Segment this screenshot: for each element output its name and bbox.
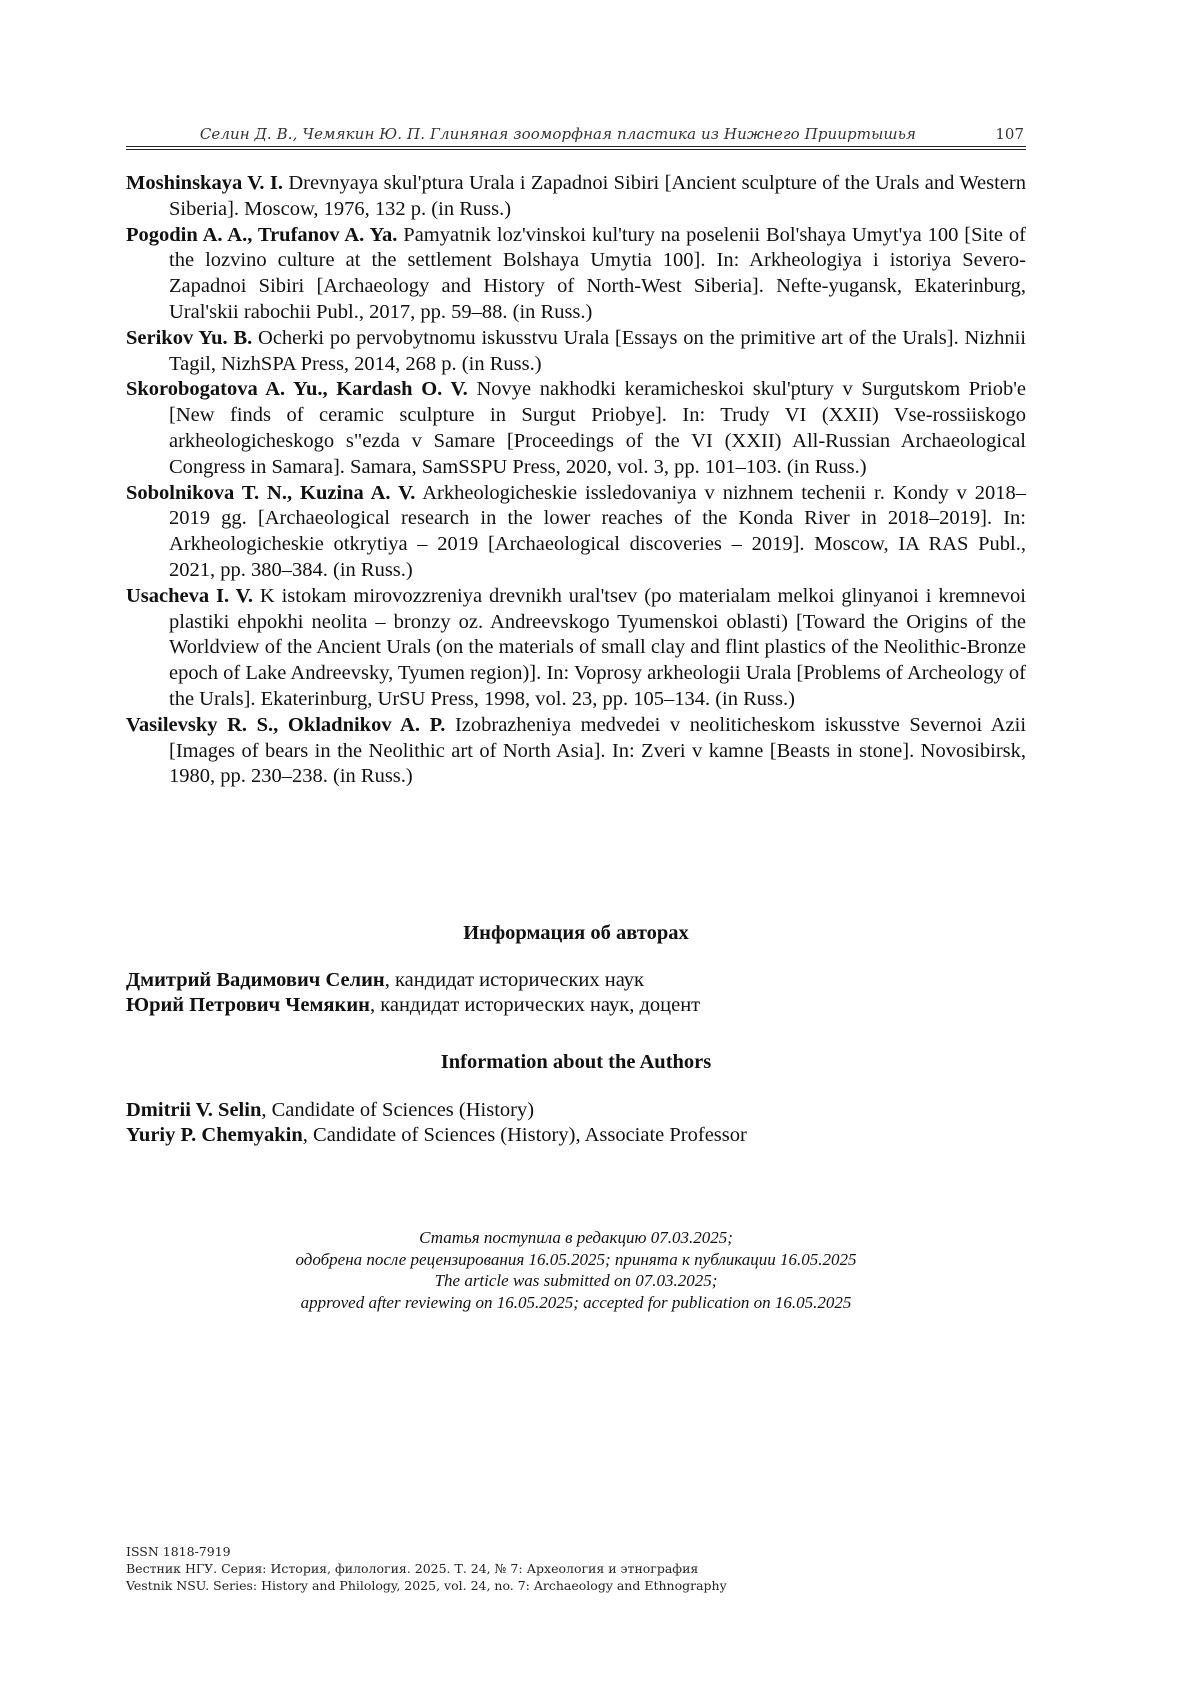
reference-item <box>126 223 1026 326</box>
date-line: The article was submitted on 07.03.2025; <box>126 1270 1026 1292</box>
author-name: Дмитрий Вадимович Селин <box>126 969 385 991</box>
author-entry <box>126 1098 1026 1123</box>
author-desc: , кандидат исторических наук <box>385 969 644 991</box>
reference-item <box>126 481 1026 584</box>
authors-list-ru <box>126 968 1026 1018</box>
journal-page <box>0 0 1200 1697</box>
author-name: Юрий Петрович Чемякин <box>126 994 370 1016</box>
reference-authors: Usacheva I. V. <box>126 585 253 607</box>
author-entry <box>126 993 1026 1018</box>
issn-line: ISSN 1818-7919 <box>126 1543 826 1560</box>
page-number: 107 <box>995 125 1024 143</box>
header-rule-bottom <box>126 149 1026 150</box>
date-line: approved after reviewing on 16.05.2025; accepted for publication on 16.05.2025 <box>126 1292 1026 1314</box>
reference-item <box>126 584 1026 713</box>
reference-authors: Serikov Yu. B. <box>126 327 252 349</box>
date-line: одобрена после рецензирования 16.05.2025; принята к публикации 16.05.2025 <box>126 1249 1026 1271</box>
reference-authors: Sobolnikova T. N., Kuzina A. V. <box>126 482 415 504</box>
author-desc: , кандидат исторических наук, доцент <box>370 994 700 1016</box>
reference-text: Novye nakhodki keramicheskoi skul'ptury v Surgutskom Priob'e [New finds of ceramic sculpture in Surgut Priobye]. In: Trudy VI (XXII) Vse-rossiiskogo arkheologicheskogo s"ezda v Samare [Proceedings of the VI (XXII) All-Russian Archaeological Congress in Samara]. Samara, SamSSPU Press, 2020, vol. 3, pp. 101–103. (in Russ.) <box>169 378 1026 477</box>
reference-authors: Skorobogatova A. Yu., Kardash O. V. <box>126 378 468 400</box>
header-rule-top <box>126 146 1026 147</box>
author-entry <box>126 968 1026 993</box>
date-line: Статья поступила в редакцию 07.03.2025; <box>126 1227 1026 1249</box>
running-title: Селин Д. В., Чемякин Ю. П. Глиняная зооморфная пластика из Нижнего Прииртышья <box>200 125 916 143</box>
reference-text: Izobrazheniya medvedei v neoliticheskom iskusstve Severnoi Azii [Images of bears in the Neolithic art of North Asia]. In: Zveri v kamne [Beasts in stone]. Novosibirsk, 1980, pp. 230–238. (in Russ.) <box>169 714 1026 788</box>
author-name: Yuriy P. Chemyakin <box>126 1124 303 1146</box>
author-desc: , Candidate of Sciences (History) <box>261 1099 534 1121</box>
authors-heading-en: Information about the Authors <box>126 1051 1026 1074</box>
reference-text: Ocherki po pervobytnomu iskusstvu Urala [Essays on the primitive art of the Urals]. Nizhnii Tagil, NizhSPA Press, 2014, 268 p. (in Russ.) <box>169 327 1026 375</box>
reference-item <box>126 171 1026 223</box>
journal-footer <box>126 1543 826 1594</box>
reference-text: Pamyatnik loz'vinskoi kul'tury na poselenii Bol'shaya Umyt'ya 100 [Site of the lozvino culture at the settlement Bolshaya Umytia 100]. In: Arkheologiya i istoriya Severo-Zapadnoi Sibiri [Archaeology and History of North-West Siberia]. Nefte-yugansk, Ekaterinburg, Ural'skii rabochii Publ., 2017, pp. 59–88. (in Russ.) <box>169 224 1026 323</box>
reference-text: Drevnyaya skul'ptura Urala i Zapadnoi Sibiri [Ancient sculpture of the Urals and Western Siberia]. Moscow, 1976, 132 p. (in Russ.) <box>169 172 1026 220</box>
author-name: Dmitrii V. Selin <box>126 1099 261 1121</box>
reference-item <box>126 326 1026 378</box>
reference-authors: Moshinskaya V. I. <box>126 172 283 194</box>
reference-list <box>126 171 1026 790</box>
author-desc: , Candidate of Sciences (History), Associate Professor <box>303 1124 747 1146</box>
journal-line-ru: Вестник НГУ. Серия: История, филология. 2025. Т. 24, № 7: Археология и этнография <box>126 1560 826 1577</box>
reference-item <box>126 713 1026 790</box>
submission-dates <box>126 1227 1026 1313</box>
reference-item <box>126 377 1026 480</box>
reference-text: K istokam mirovozzreniya drevnikh ural'tsev (po materialam melkoi glinyanoi i kremnevoi plastiki ehpokhi neolita – bronzy oz. Andreevskogo Tyumenskoi oblasti) [Toward the Origins of the Worldview of the Ancient Urals (on the materials of small clay and flint plastics of the Neolithic-Bronze epoch of Lake Andreevsky, Tyumen region)]. In: Voprosy arkheologii Urala [Problems of Archeology of the Urals]. Ekaterinburg, UrSU Press, 1998, vol. 23, pp. 105–134. (in Russ.) <box>169 585 1026 710</box>
author-entry <box>126 1123 1026 1148</box>
authors-list-en <box>126 1098 1026 1148</box>
reference-authors: Vasilevsky R. S., Okladnikov A. P. <box>126 714 445 736</box>
journal-line-en: Vestnik NSU. Series: History and Philology, 2025, vol. 24, no. 7: Archaeology and Ethnography <box>126 1577 826 1594</box>
running-head <box>126 121 1026 147</box>
authors-heading-ru: Информация об авторах <box>126 922 1026 945</box>
reference-text: Arkheologicheskie issledovaniya v nizhnem techenii r. Kondy v 2018–2019 gg. [Archaeological research in the lower reaches of the Konda River in 2018–2019]. In: Arkheologicheskie otkrytiya – 2019 [Archaeological discoveries – 2019]. Moscow, IA RAS Publ., 2021, pp. 380–384. (in Russ.) <box>169 482 1026 581</box>
reference-authors: Pogodin A. A., Trufanov A. Ya. <box>126 224 397 246</box>
